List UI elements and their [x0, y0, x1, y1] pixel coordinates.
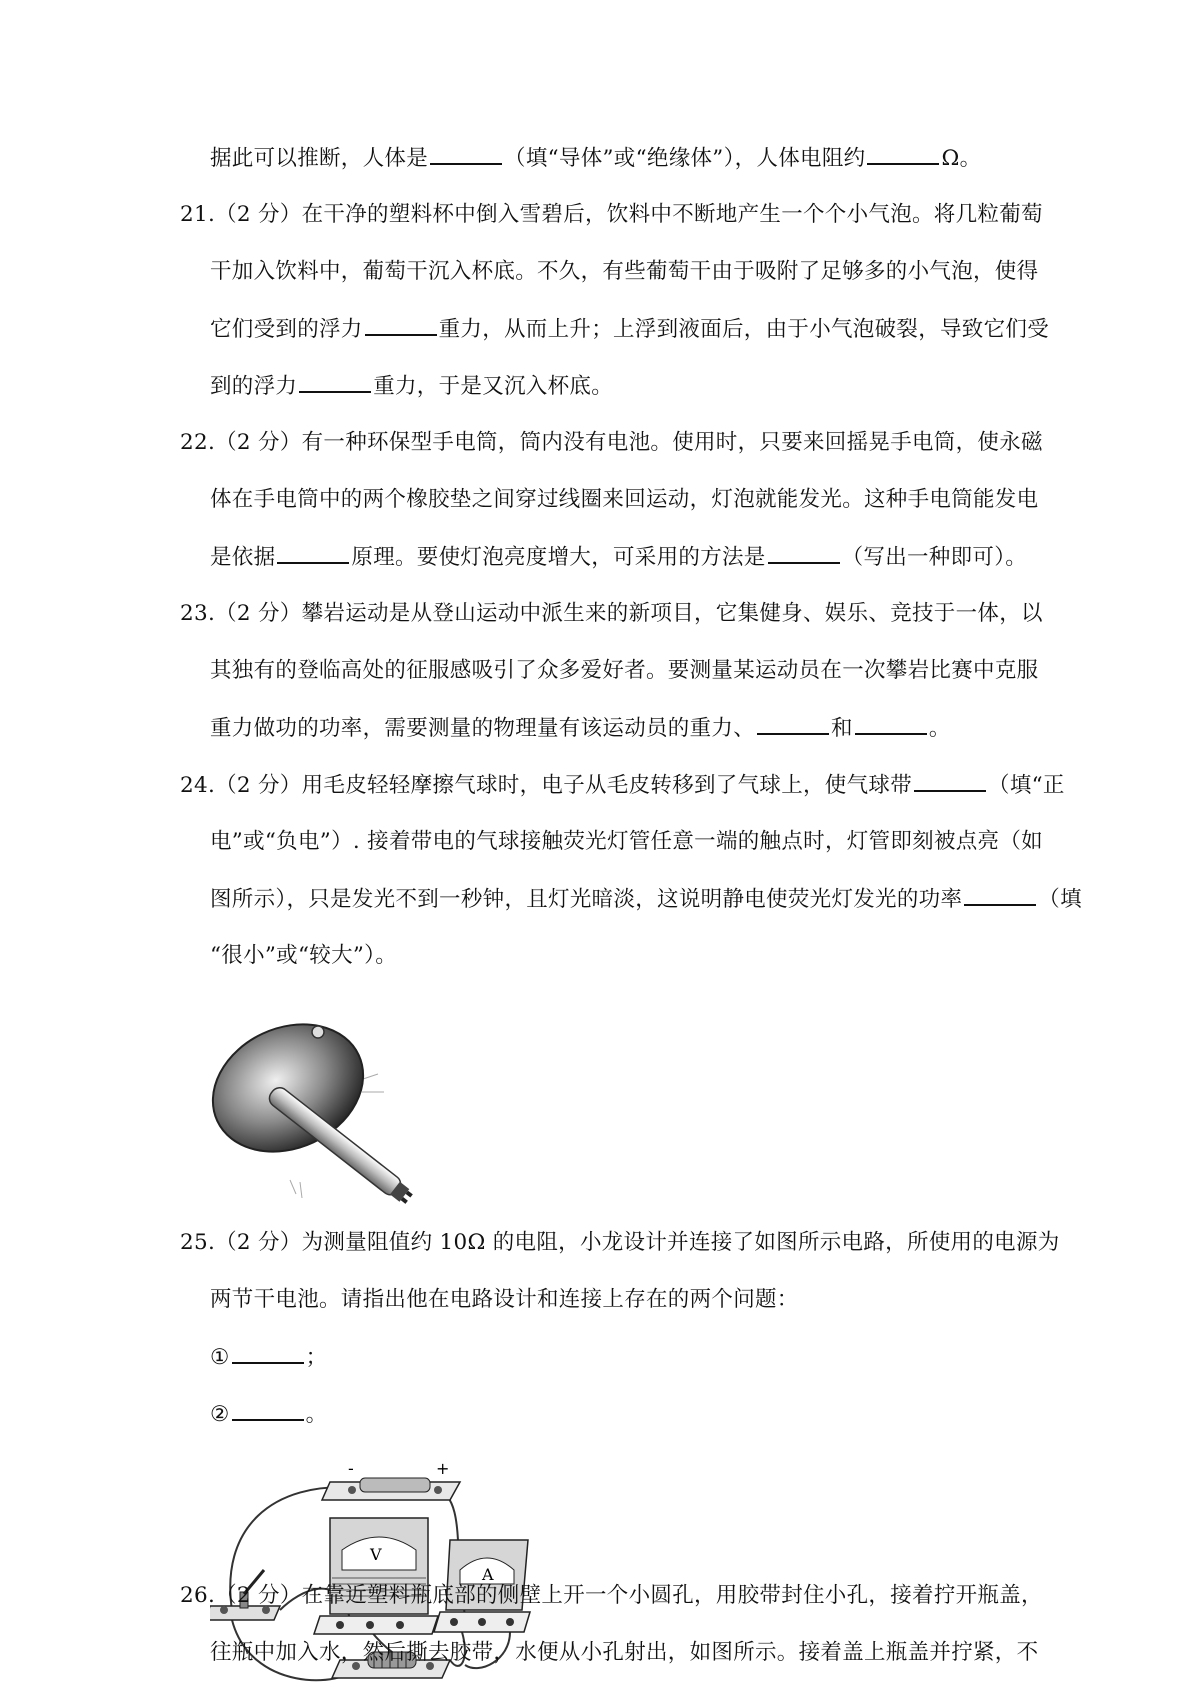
q26-line-1: 26.（2 分）在靠近塑料瓶底部的侧壁上开一个小圆孔，用胶带封住小孔，接着拧开瓶盖， [180, 1583, 1043, 1608]
q23-text: 和 [831, 716, 853, 741]
q24-text: （填 [1038, 887, 1082, 912]
answer-blank[interactable] [299, 371, 371, 393]
battery-plus-label: + [436, 1460, 450, 1478]
q22-line-3 [210, 542, 1027, 573]
q24-line-2: 电”或“负电”）. 接着带电的气球接触荧光灯管任意一端的触点时，灯管即刻被点亮（如 [210, 829, 1043, 854]
item-marker: ① [210, 1345, 230, 1370]
q21-text: 到的浮力 [210, 374, 298, 399]
answer-blank[interactable] [914, 770, 986, 792]
answer-blank[interactable] [365, 314, 437, 336]
q21-line-4 [210, 371, 613, 402]
q21-text: 它们受到的浮力 [210, 317, 363, 342]
q22-text: 是依据 [210, 545, 276, 570]
answer-blank[interactable] [430, 143, 502, 165]
answer-blank[interactable] [277, 542, 349, 564]
q23-text: 重力做功的功率，需要测量的物理量有该运动员的重力、 [210, 716, 756, 741]
q21-line-3 [210, 314, 1049, 345]
item-end: 。 [305, 1402, 328, 1427]
answer-blank[interactable] [964, 884, 1036, 906]
answer-blank[interactable] [867, 143, 939, 165]
q23-line-2: 其独有的登临高处的征服感吸引了众多爱好者。要测量某运动员在一次攀岩比赛中克服 [210, 658, 1039, 683]
q22-line-1: 22.（2 分）有一种环保型手电筒，筒内没有电池。使用时，只要来回摇晃手电筒，使永磁 [180, 430, 1043, 455]
battery-minus-label: - [348, 1460, 354, 1478]
q26-line-2: 往瓶中加入水，然后撕去胶带，水便从小孔射出，如图所示。接着盖上瓶盖并拧紧，不 [210, 1640, 1039, 1665]
answer-blank[interactable] [768, 542, 840, 564]
q23-text: 。 [928, 716, 951, 741]
battery-holder [322, 1460, 460, 1500]
voltmeter-label: V [370, 1545, 382, 1564]
q21-line-2: 干加入饮料中，葡萄干沉入杯底。不久，有些葡萄干由于吸附了足够多的小气泡，使得 [210, 259, 1039, 284]
q22-text: 原理。要使灯泡亮度增大，可采用的方法是 [351, 545, 766, 570]
item-marker: ② [210, 1402, 230, 1427]
intro-text-a: 据此可以推断，人体是 [210, 146, 429, 171]
q24-text: 24.（2 分）用毛皮轻轻摩擦气球时，电子从毛皮转移到了气球上，使气球带 [180, 773, 913, 798]
q25-item-1 [210, 1342, 327, 1373]
q21-line-1: 21.（2 分）在干净的塑料杯中倒入雪碧后，饮料中不断地产生一个个小气泡。将几粒葡萄 [180, 202, 1043, 227]
balloon-tube-figure [210, 1000, 440, 1214]
q23-line-1: 23.（2 分）攀岩运动是从登山运动中派生来的新项目，它集健身、娱乐、竞技于一体，以 [180, 601, 1043, 626]
intro-text-c: Ω。 [941, 146, 982, 171]
q24-line-1 [180, 770, 1065, 801]
q22-text: （写出一种即可）。 [841, 545, 1028, 570]
q24-line-3 [210, 884, 1082, 915]
answer-blank[interactable] [855, 713, 927, 735]
intro-text-b: （填“导体”或“绝缘体”），人体电阻约 [504, 146, 866, 171]
voltmeter [314, 1518, 438, 1634]
q24-text: （填“正 [988, 773, 1065, 798]
q23-line-3 [210, 713, 951, 744]
intro-line [210, 143, 981, 174]
q24-line-4: “很小”或“较大”）。 [210, 943, 398, 968]
q25-item-2 [210, 1399, 327, 1430]
ammeter-label: A [482, 1565, 494, 1584]
answer-blank[interactable] [232, 1399, 304, 1421]
q21-text: 重力，从而上升；上浮到液面后，由于小气泡破裂，导致它们受 [438, 317, 1050, 342]
q25-line-2: 两节干电池。请指出他在电路设计和连接上存在的两个问题： [210, 1287, 799, 1312]
answer-blank[interactable] [757, 713, 829, 735]
q24-text: 图所示），只是发光不到一秒钟，且灯光暗淡，这说明静电使荧光灯发光的功率 [210, 887, 963, 912]
q25-line-1: 25.（2 分）为测量阻值约 10Ω 的电阻，小龙设计并连接了如图所示电路，所使用的电源为 [180, 1230, 1060, 1255]
q22-line-2: 体在手电筒中的两个橡胶垫之间穿过线圈来回运动，灯泡就能发光。这种手电筒能发电 [210, 487, 1039, 512]
item-end: ； [305, 1345, 328, 1370]
q21-text: 重力，于是又沉入杯底。 [373, 374, 614, 399]
answer-blank[interactable] [232, 1342, 304, 1364]
